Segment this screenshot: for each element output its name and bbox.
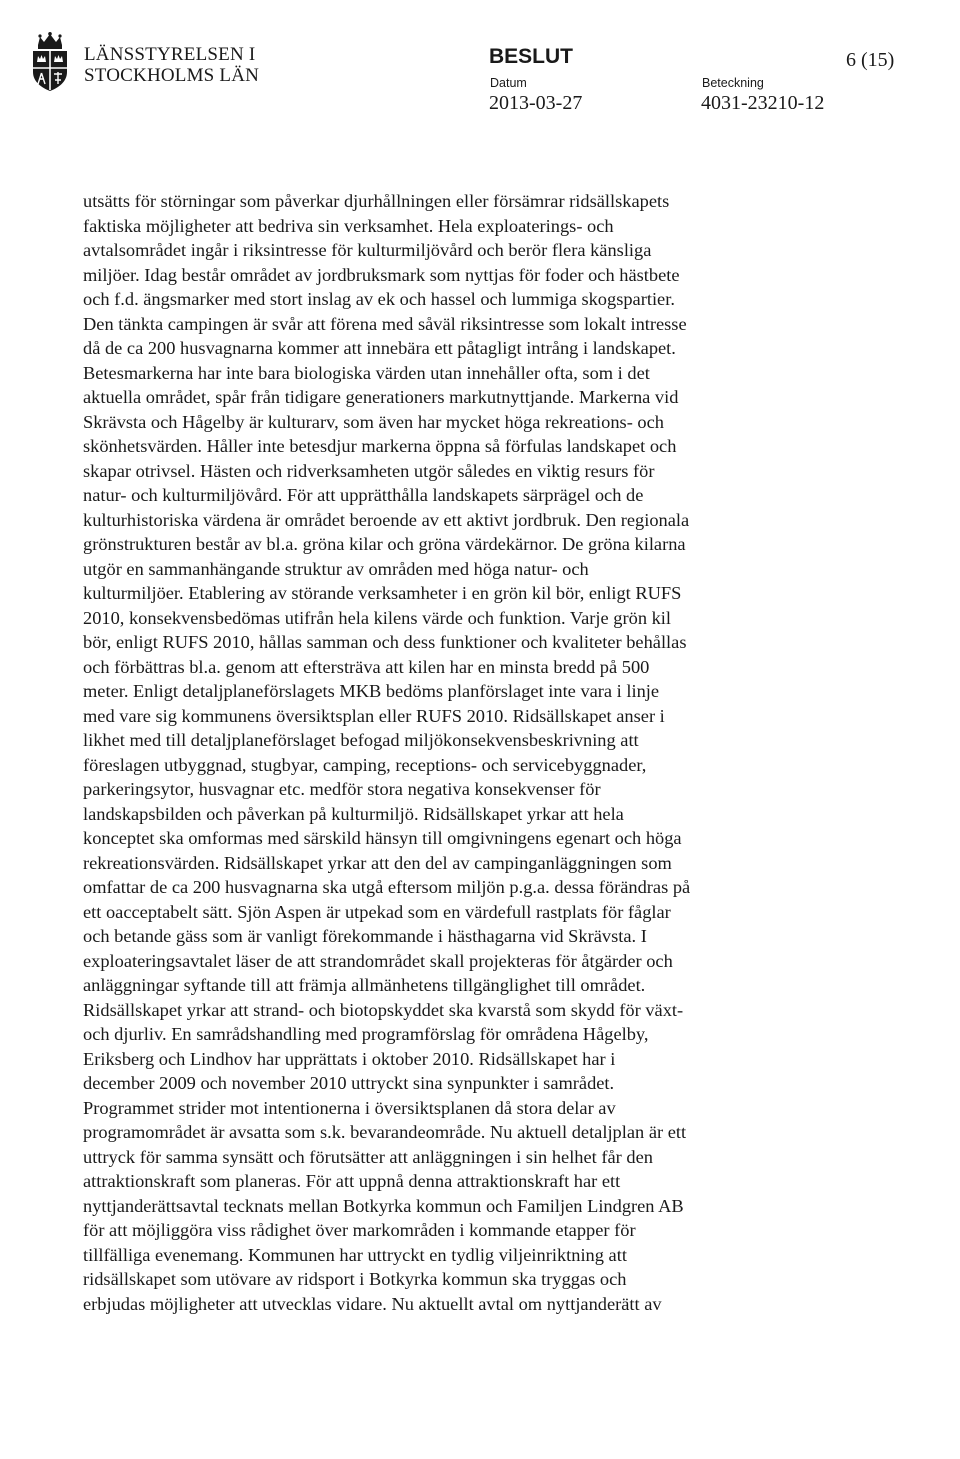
body-text-line: Ridsällskapet yrkar att strand- och biotopskyddet ska kvarstå som skydd för växt- — [83, 999, 684, 1020]
body-text-line: aktuella området, spår från tidigare generationers markutnyttjande. Markerna vid — [83, 387, 679, 407]
date-value: 2013-03-27 — [489, 92, 583, 114]
body-text-line: Eriksberg och Lindhov har upprättats i oktober 2010. Ridsällskapet har i — [83, 1048, 616, 1069]
body-text-line: Programmet strider mot intentionerna i översiktsplanen då stora delar av — [83, 1097, 616, 1118]
body-text-line: utsätts för störningar som påverkar djurhållningen eller försämrar ridsällskapets — [83, 191, 670, 211]
body-text-line: natur- och kulturmiljövård. För att upprätthålla landskapets särprägel och de — [83, 485, 644, 505]
body-text-line: och betande gäss som är vanligt förekommande i hästhagarna vid Skrävsta. I — [83, 926, 647, 946]
coat-of-arms-logo — [28, 32, 72, 92]
body-text-line: parkeringsytor, husvagnar etc. medför stora negativa konsekvenser för — [83, 779, 601, 799]
page-number: 6 (15) — [846, 49, 895, 71]
body-text-line: anläggningar syftande till att främja allmänhetens tillgänglighet till området. — [83, 975, 646, 995]
body-text-line: bör, enligt RUFS 2010, hållas samman och dess funktioner och kvaliteter behållas — [83, 632, 687, 652]
body-text-line: faktiska möjligheter att bedriva sin verksamhet. Hela exploaterings- och — [83, 215, 614, 236]
body-text-line: miljöer. Idag består området av jordbruksmark som nyttjas för foder och hästbete — [83, 264, 680, 285]
body-text-line: december 2009 och november 2010 uttryckt sina synpunkter i samrådet. — [83, 1073, 615, 1093]
body-text-line: grönstrukturen består av bl.a. gröna kilar och gröna värdekärnor. De gröna kilarna — [83, 534, 686, 554]
body-text-line: och f.d. ängsmarker med stort inslag av ek och hassel och lummiga skogspartier. — [83, 289, 675, 309]
body-text-line: och förbättras bl.a. genom att eftersträva att kilen har en minsta bredd på 500 — [83, 656, 650, 677]
authority-name — [84, 44, 259, 86]
body-text — [83, 189, 803, 1316]
body-text-line: meter. Enligt detaljplaneförslagets MKB bedöms planförslaget inte vara i linje — [83, 681, 660, 701]
reference-value: 4031-23210-12 — [701, 92, 825, 114]
body-text-line: uttryck för samma synsätt och förutsätter att anläggningen i sin helhet får den — [83, 1146, 653, 1167]
document-type: BESLUT — [489, 45, 573, 68]
body-text-line: rekreationsvärden. Ridsällskapet yrkar att den del av campinganläggningen som — [83, 852, 672, 873]
reference-label: Beteckning — [702, 76, 764, 90]
body-text-line: attraktionskraft som planeras. För att uppnå denna attraktionskraft har ett — [83, 1171, 621, 1191]
body-text-line: med vare sig kommunens översiktsplan eller RUFS 2010. Ridsällskapet anser i — [83, 705, 665, 726]
body-text-line: skönhetsvärden. Håller inte betesdjur markerna öppna så förfulas landskapet och — [83, 436, 677, 456]
body-text-line: nyttjanderättsavtal tecknats mellan Botkyrka kommun och Familjen Lindgren AB — [83, 1195, 684, 1216]
body-text-line: kulturmiljöer. Etablering av störande verksamheter i en grön kil bör, enligt RUFS — [83, 583, 682, 603]
body-text-line: kulturhistoriska värdena är området beroende av ett aktivt jordbruk. Den regionala — [83, 509, 690, 530]
body-text-line: skapar otrivsel. Hästen och ridverksamheten utgör således en viktig resurs för — [83, 460, 655, 481]
authority-name-line2: STOCKHOLMS LÄN — [84, 65, 260, 86]
body-text-line: Betesmarkerna har inte bara biologiska värden utan innehåller ofta, som i det — [83, 362, 650, 383]
body-text-line: programområdet är avsatta som s.k. bevarandeområde. Nu aktuell detaljplan är ett — [83, 1122, 687, 1142]
body-text-line: erbjudas möjligheter att utvecklas vidare. Nu aktuellt avtal om nyttjanderätt av — [83, 1293, 662, 1314]
body-text-line: föreslagen utbyggnad, stugbyar, camping, receptions- och servicebyggnader, — [83, 754, 647, 775]
body-text-line: exploateringsavtalet läser de att strandområdet skall projekteras för åtgärder och — [83, 950, 673, 971]
body-text-line: tillfälliga evenemang. Kommunen har uttryckt en tydlig viljeinriktning att — [83, 1244, 627, 1265]
body-text-line: Skrävsta och Hågelby är kulturarv, som även har mycket höga rekreations- och — [83, 411, 664, 432]
body-text-line: utgör en sammanhängande struktur av områden med höga natur- och — [83, 558, 589, 579]
body-text-line: Den tänkta campingen är svår att förena med såväl riksintresse som lokalt intresse — [83, 313, 687, 334]
body-text-line: 2010, konsekvensbedömas utifrån hela kilens värde och funktion. Varje grön kil — [83, 607, 672, 628]
body-text-line: för att möjliggöra viss rådighet över markområden i kommande etapper för — [83, 1220, 636, 1240]
body-text-line: landskapsbilden och påverkan på kulturmiljö. Ridsällskapet yrkar att hela — [83, 803, 624, 824]
crown-icon — [38, 32, 62, 49]
body-text-line: och djurliv. En samrådshandling med programförslag för områdena Hågelby, — [83, 1024, 649, 1044]
authority-name-line1: LÄNSSTYRELSEN I — [84, 44, 256, 65]
body-text-line: ett oacceptabelt sätt. Sjön Aspen är utpekad som en värdefull rastplats för fåglar — [83, 901, 671, 922]
body-text-line: ridsällskapet som utövare av ridsport i Botkyrka kommun ska tryggas och — [83, 1269, 627, 1289]
body-text-line: då de ca 200 husvagnarna kommer att innebära ett påtagligt intrång i landskapet. — [83, 338, 676, 358]
date-label: Datum — [490, 76, 527, 90]
body-text-line: likhet med till detaljplaneförslaget befogad miljökonsekvensbeskrivning att — [83, 730, 639, 750]
body-text-line: omfattar de ca 200 husvagnarna ska utgå eftersom miljön p.g.a. dessa förändras på — [83, 877, 691, 897]
shield-icon — [33, 51, 67, 91]
body-text-line: konceptet ska omformas med särskild hänsyn till omgivningens egenart och höga — [83, 828, 682, 848]
body-text-line: avtalsområdet ingår i riksintresse för kulturmiljövård och berör flera känsliga — [83, 240, 652, 260]
